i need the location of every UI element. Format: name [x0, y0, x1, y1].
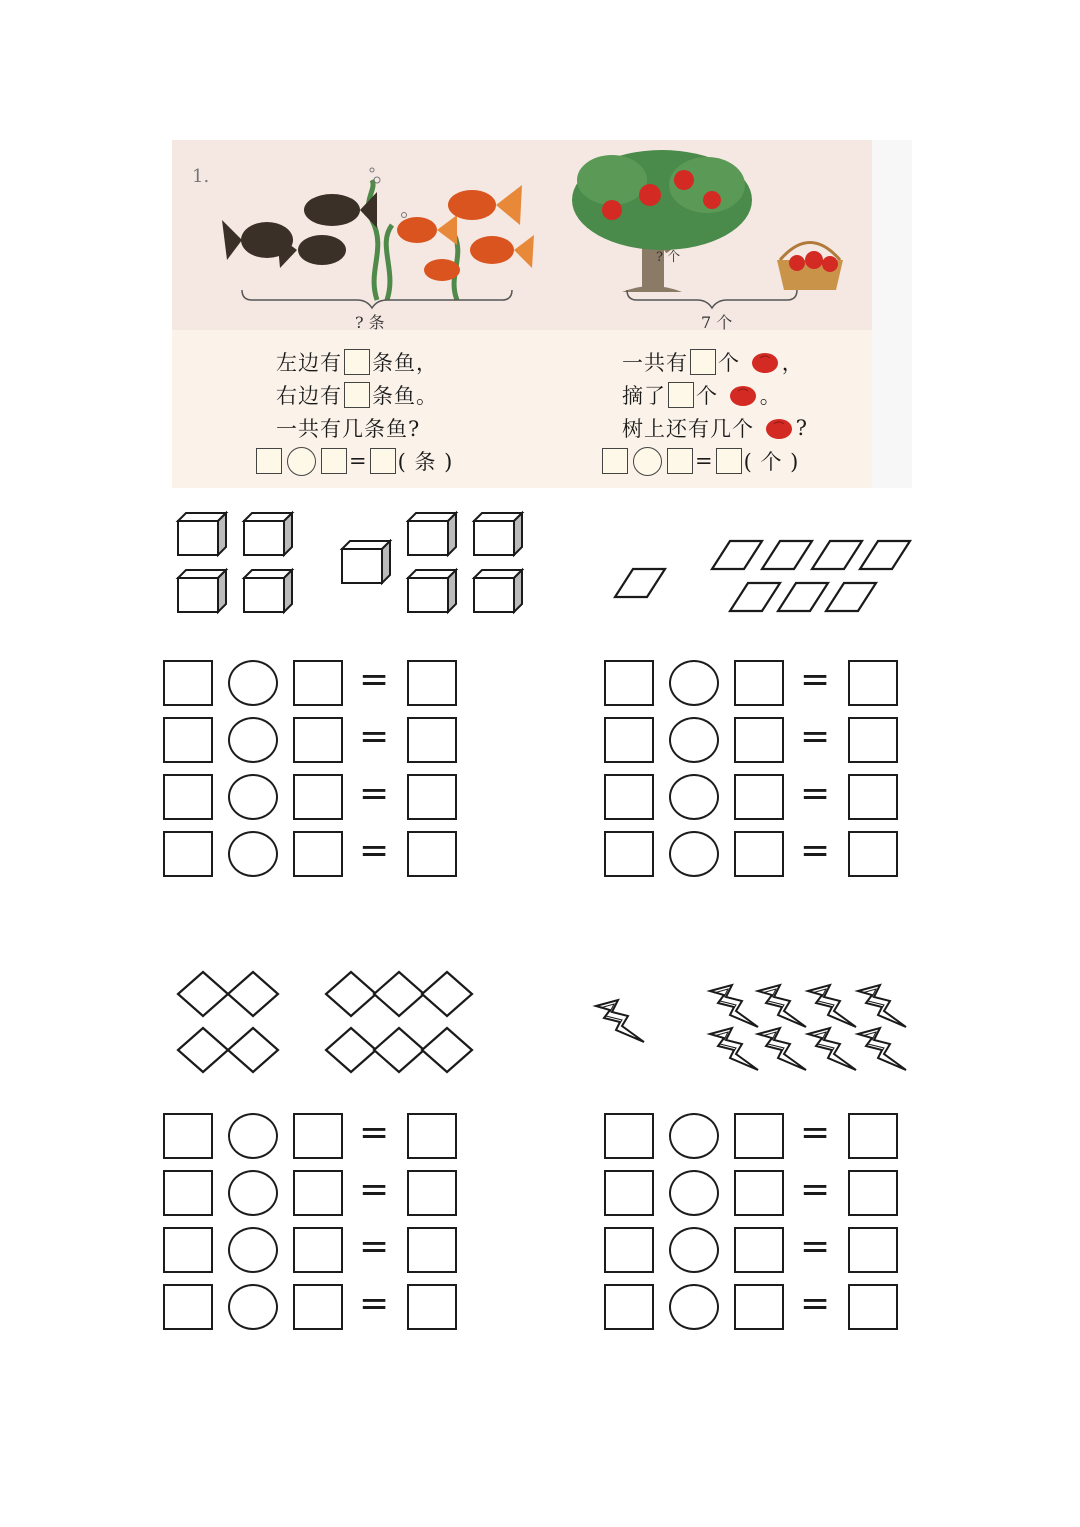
parallelogram-icon — [812, 541, 862, 569]
answer-box[interactable] — [848, 1170, 898, 1216]
answer-box[interactable] — [734, 1113, 784, 1159]
tree-apples-label: ? 个 — [656, 250, 681, 265]
cube-group-middle — [342, 541, 390, 583]
operator-circle[interactable] — [228, 1227, 278, 1273]
diamond-icon — [326, 972, 376, 1016]
equals-sign: = — [800, 659, 831, 700]
question-number: 1. — [192, 166, 210, 187]
answer-box[interactable] — [407, 660, 457, 706]
cube-icon — [408, 513, 456, 555]
equals-sign: = — [800, 1112, 831, 1153]
operator-circle[interactable] — [669, 717, 719, 763]
diamond-group-left — [178, 972, 278, 1072]
answer-box[interactable] — [407, 1227, 457, 1273]
lightning-icon — [858, 985, 906, 1027]
answer-box[interactable] — [604, 717, 654, 763]
answer-box[interactable] — [293, 717, 343, 763]
cube-icon — [474, 570, 522, 612]
answer-box[interactable] — [604, 1227, 654, 1273]
lightning-group-left — [596, 1000, 644, 1042]
fish-equation: = ( 条 ) — [254, 446, 453, 476]
apple-equation: = ( 个 ) — [600, 446, 799, 476]
cube-icon — [244, 513, 292, 555]
answer-box[interactable] — [734, 831, 784, 877]
cube-icon — [474, 513, 522, 555]
equals-sign: = — [800, 1283, 831, 1324]
answer-box[interactable] — [848, 660, 898, 706]
answer-box[interactable] — [163, 1284, 213, 1330]
diamond-icon — [228, 972, 278, 1016]
equals-sign: = — [359, 1169, 390, 1210]
cube-icon — [178, 570, 226, 612]
lightning-group-right — [710, 985, 906, 1070]
answer-box[interactable] — [163, 1113, 213, 1159]
fish-line-2: 右边有 条鱼。 — [276, 384, 438, 408]
cube-icon — [342, 541, 390, 583]
answer-box[interactable] — [734, 660, 784, 706]
apple-line-2: 摘了 个 。 — [622, 384, 782, 408]
cube-icon — [178, 513, 226, 555]
answer-box[interactable] — [407, 1284, 457, 1330]
answer-box[interactable] — [163, 831, 213, 877]
cube-group-right — [408, 513, 522, 612]
answer-box[interactable] — [293, 774, 343, 820]
cube-icon — [244, 570, 292, 612]
answer-box[interactable] — [407, 1170, 457, 1216]
operator-circle[interactable] — [228, 717, 278, 763]
diamond-icon — [422, 972, 472, 1016]
operator-circle[interactable] — [669, 774, 719, 820]
answer-box[interactable] — [848, 774, 898, 820]
diamond-icon — [422, 1028, 472, 1072]
answer-box[interactable] — [407, 831, 457, 877]
answer-box[interactable] — [604, 1284, 654, 1330]
parallelogram-icon — [778, 583, 828, 611]
fish-total-label: ? 条 — [355, 313, 385, 332]
parallelogram-icon — [712, 541, 762, 569]
operator-circle[interactable] — [228, 1170, 278, 1216]
answer-box[interactable] — [163, 1170, 213, 1216]
diamond-icon — [374, 972, 424, 1016]
answer-box[interactable] — [407, 717, 457, 763]
answer-box[interactable] — [604, 1113, 654, 1159]
answer-box[interactable] — [848, 1227, 898, 1273]
lightning-icon — [858, 1028, 906, 1070]
fish-question: 一共有几条鱼? — [276, 417, 421, 441]
answer-box[interactable] — [293, 660, 343, 706]
parallelogram-group-left — [615, 569, 665, 597]
operator-circle[interactable] — [669, 1170, 719, 1216]
parallelogram-icon — [615, 569, 665, 597]
answer-box[interactable] — [293, 1284, 343, 1330]
operator-circle[interactable] — [228, 1113, 278, 1159]
cube-group-left — [178, 513, 292, 612]
answer-box[interactable] — [604, 1170, 654, 1216]
equals-sign: = — [359, 716, 390, 757]
answer-box[interactable] — [163, 717, 213, 763]
answer-box[interactable] — [293, 1170, 343, 1216]
equals-sign: = — [359, 659, 390, 700]
operator-circle[interactable] — [228, 774, 278, 820]
answer-box[interactable] — [604, 774, 654, 820]
diamond-icon — [326, 1028, 376, 1072]
answer-box[interactable] — [163, 774, 213, 820]
apple-line-1: 一共有 个 ， — [622, 351, 804, 375]
equals-sign: = — [800, 830, 831, 871]
fish-line-1: 左边有 条鱼， — [276, 351, 438, 375]
answer-box[interactable] — [848, 831, 898, 877]
apple-question: 树上还有几个 ? — [622, 416, 808, 441]
equals-sign: = — [800, 716, 831, 757]
operator-circle[interactable] — [228, 1284, 278, 1330]
equals-sign: = — [359, 1112, 390, 1153]
lightning-icon — [808, 985, 856, 1027]
diamond-icon — [178, 1028, 228, 1072]
operator-circle[interactable] — [669, 660, 719, 706]
lightning-icon — [758, 1028, 806, 1070]
cube-icon — [408, 570, 456, 612]
lightning-icon — [710, 985, 758, 1027]
equals-sign: = — [800, 773, 831, 814]
operator-circle[interactable] — [669, 1284, 719, 1330]
parallelogram-group-right — [712, 541, 910, 611]
operator-circle[interactable] — [228, 660, 278, 706]
equals-sign: = — [800, 1169, 831, 1210]
answer-box[interactable] — [407, 774, 457, 820]
equals-sign: = — [359, 1226, 390, 1267]
operator-circle[interactable] — [228, 831, 278, 877]
parallelogram-icon — [762, 541, 812, 569]
answer-box[interactable] — [848, 1284, 898, 1330]
equals-sign: = — [359, 1283, 390, 1324]
answer-box[interactable] — [734, 774, 784, 820]
parallelogram-icon — [826, 583, 876, 611]
operator-circle[interactable] — [669, 831, 719, 877]
lightning-icon — [710, 1028, 758, 1070]
lightning-icon — [808, 1028, 856, 1070]
lightning-icon — [596, 1000, 644, 1042]
equals-sign: = — [800, 1226, 831, 1267]
answer-box[interactable] — [604, 660, 654, 706]
diamond-icon — [228, 1028, 278, 1072]
parallelogram-icon — [860, 541, 910, 569]
answer-box[interactable] — [293, 1113, 343, 1159]
parallelogram-icon — [730, 583, 780, 611]
answer-box[interactable] — [407, 1113, 457, 1159]
answer-box[interactable] — [293, 1227, 343, 1273]
diamond-icon — [374, 1028, 424, 1072]
answer-box[interactable] — [734, 717, 784, 763]
apple-total-label: 7 个 — [701, 313, 733, 332]
diamond-icon — [178, 972, 228, 1016]
answer-box[interactable] — [163, 660, 213, 706]
operator-circle[interactable] — [669, 1227, 719, 1273]
operator-circle[interactable] — [669, 1113, 719, 1159]
answer-box[interactable] — [734, 1227, 784, 1273]
equals-sign: = — [359, 830, 390, 871]
answer-box[interactable] — [734, 1284, 784, 1330]
answer-box[interactable] — [848, 1113, 898, 1159]
answer-box[interactable] — [734, 1170, 784, 1216]
answer-box[interactable] — [163, 1227, 213, 1273]
answer-box[interactable] — [293, 831, 343, 877]
answer-box[interactable] — [604, 831, 654, 877]
lightning-icon — [758, 985, 806, 1027]
answer-box[interactable] — [848, 717, 898, 763]
diamond-group-right — [326, 972, 472, 1072]
equals-sign: = — [359, 773, 390, 814]
